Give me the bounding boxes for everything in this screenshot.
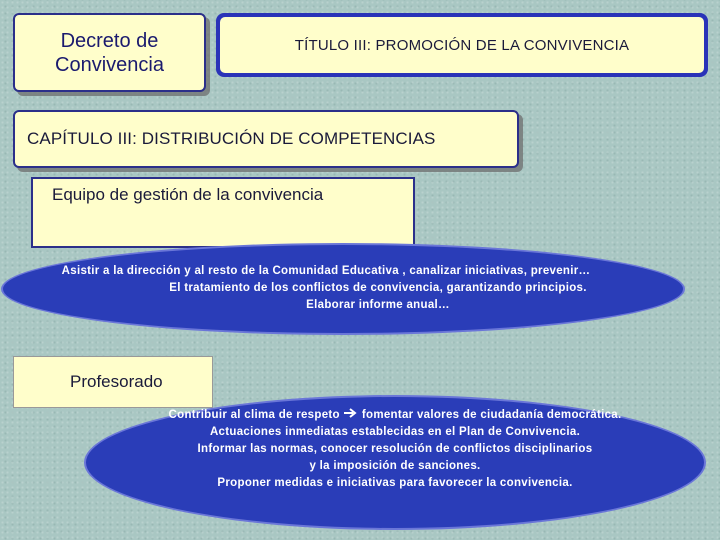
decree-title-line2: Convivencia xyxy=(55,54,164,76)
teachers-duty-text: fomentar valores de ciudadanía democrática. xyxy=(361,409,622,421)
teachers-label-box xyxy=(13,356,213,408)
decree-title-line1: Decreto de xyxy=(60,30,159,52)
team-duty-line: Elaborar informe anual… xyxy=(306,299,450,311)
teachers-duty-line: y la imposición de sanciones. xyxy=(309,460,481,472)
team-duty-line: El tratamiento de los conflictos de convivencia, garantizando principios. xyxy=(169,282,587,294)
teachers-duty-line xyxy=(86,407,704,424)
team-duties-ellipse xyxy=(1,243,685,335)
teachers-duty-text: Contribuir al clima de respeto xyxy=(168,409,340,421)
chapter-banner xyxy=(13,110,519,168)
right-arrow-icon xyxy=(344,407,357,424)
teachers-duty-line: Proponer medidas e iniciativas para favorecer la convivencia. xyxy=(217,477,573,489)
teachers-label: Profesorado xyxy=(70,372,163,391)
title-banner xyxy=(216,13,708,77)
teachers-duty-line: Actuaciones inmediatas establecidas en el Plan de Convivencia. xyxy=(209,426,581,438)
team-duty-line: Asistir a la dirección y al resto de la Comunidad Educativa , canalizar iniciativas, prevenir… xyxy=(61,265,591,277)
decree-box xyxy=(13,13,206,92)
title-text: TÍTULO III: PROMOCIÓN DE LA CONVIVENCIA xyxy=(220,17,704,73)
teachers-duty-line: Informar las normas, conocer resolución de conflictos disciplinarios xyxy=(197,443,593,455)
team-label-box xyxy=(31,177,415,248)
team-label: Equipo de gestión de la convivencia xyxy=(52,185,324,204)
chapter-text: CAPÍTULO III: DISTRIBUCIÓN DE COMPETENCIAS xyxy=(27,129,436,148)
teachers-duties-ellipse xyxy=(84,395,706,530)
